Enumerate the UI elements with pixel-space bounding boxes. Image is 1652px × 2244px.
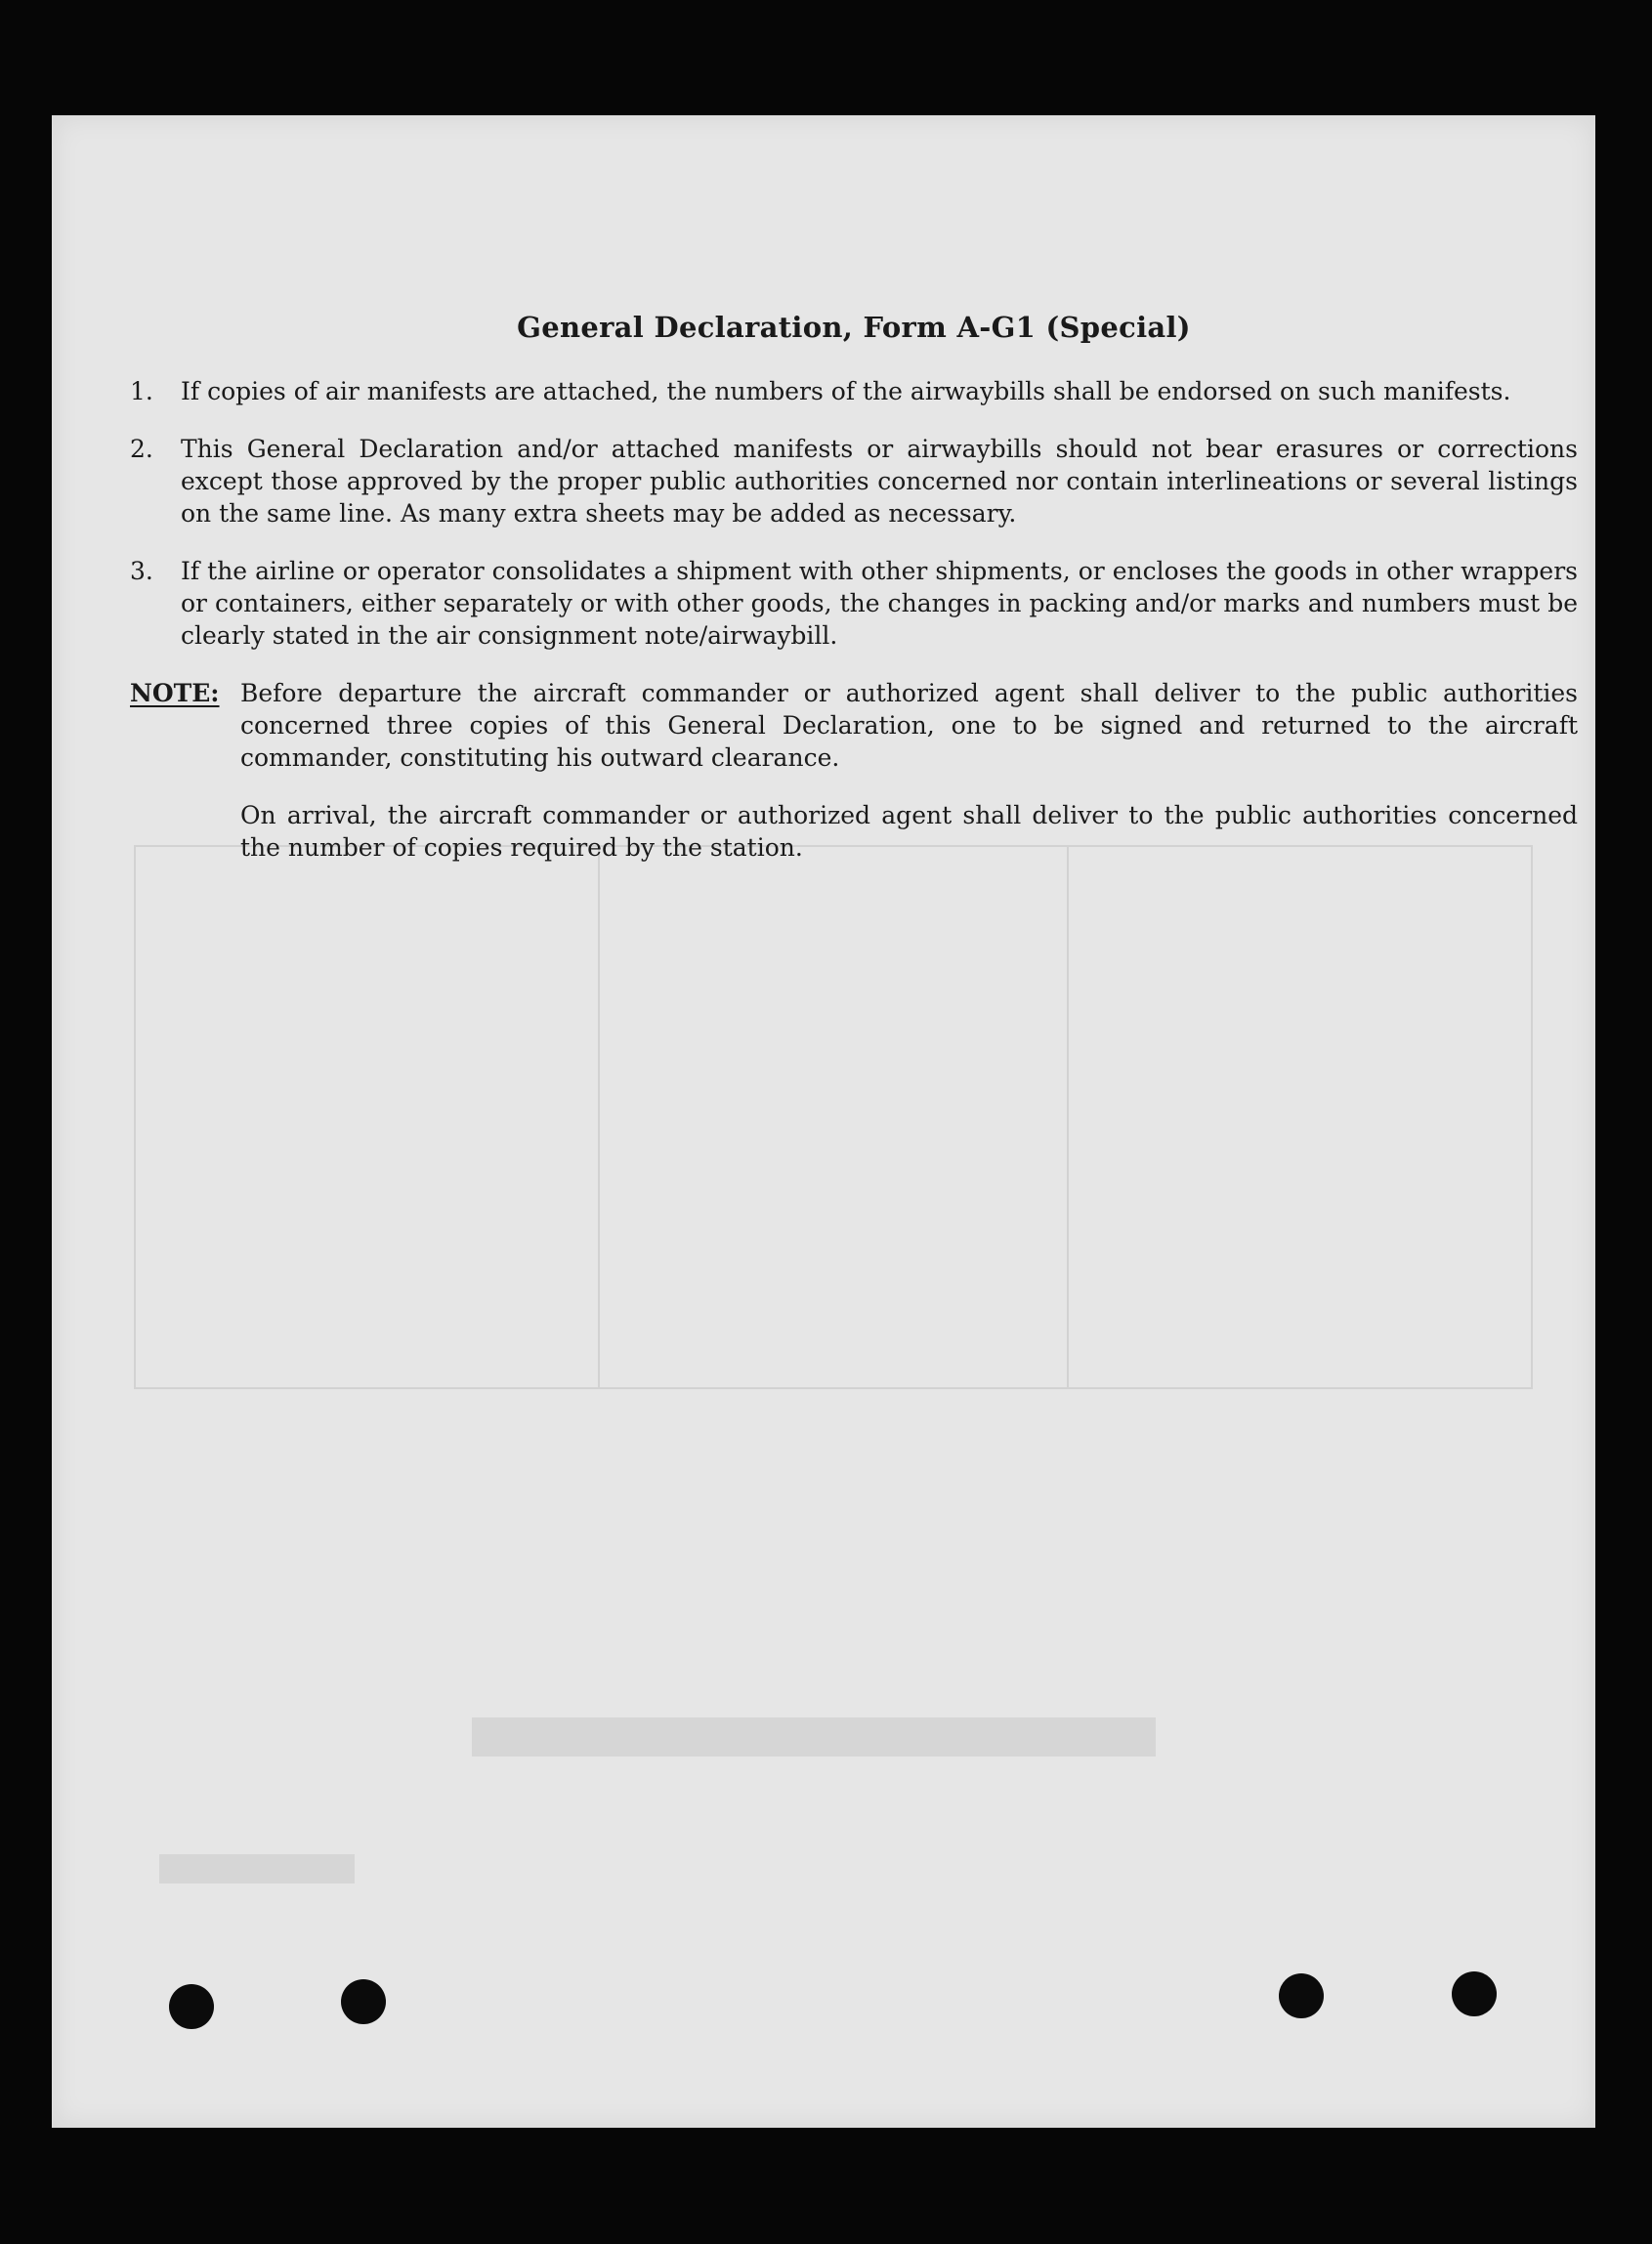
item-number: 2. bbox=[130, 435, 153, 463]
note-body bbox=[240, 677, 1578, 889]
document-content bbox=[130, 311, 1578, 889]
item-number: 1. bbox=[130, 377, 153, 405]
punch-hole-icon bbox=[1279, 1973, 1324, 2018]
note-section bbox=[130, 677, 1578, 889]
item-number: 3. bbox=[130, 557, 153, 585]
item-text: This General Declaration and/or attached manifests or airwaybills should not bear erasures or corrections except those approved by the proper public authorities concerned nor contain interlineations or several listings on the same line. As many extra sheets may be added as necessary. bbox=[181, 435, 1578, 528]
punch-hole-icon bbox=[169, 1984, 214, 2029]
list-item bbox=[130, 375, 1578, 407]
document-title: General Declaration, Form A-G1 (Special) bbox=[517, 311, 1191, 344]
note-paragraph: On arrival, the aircraft commander or authorized agent shall deliver to the public authorities concerned the number of copies required by the station. bbox=[240, 801, 1578, 862]
punch-hole-icon bbox=[341, 1979, 386, 2024]
note-label: NOTE: bbox=[130, 679, 220, 707]
document-page bbox=[52, 115, 1595, 2128]
item-text: If the airline or operator consolidates a shipment with other shipments, or encloses the goods in other wrappers or containers, either separately or with other goods, the changes in packing and/or marks and numbers must be clearly stated in the air consignment note/airwaybill. bbox=[181, 557, 1578, 650]
list-item bbox=[130, 555, 1578, 652]
item-text: If copies of air manifests are attached, the numbers of the airwaybills shall be endorsed on such manifests. bbox=[181, 377, 1511, 405]
punch-hole-icon bbox=[1452, 1971, 1497, 2016]
list-item bbox=[130, 433, 1578, 529]
note-paragraph: Before departure the aircraft commander or authorized agent shall deliver to the public authorities concerned three copies of this General Declaration, one to be signed and returned to the aircraft commander, constituting his outward clearance. bbox=[240, 679, 1578, 772]
